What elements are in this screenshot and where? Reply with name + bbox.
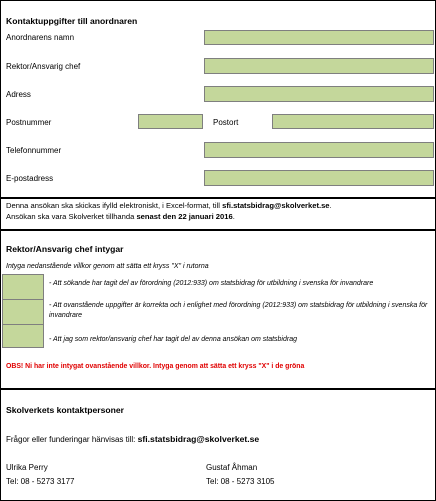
contacts-email: sfi.statsbidrag@skolverket.se bbox=[137, 434, 260, 444]
phone-input[interactable] bbox=[204, 142, 434, 158]
divider bbox=[1, 229, 436, 231]
contact-person-1-phone: Tel: 08 - 5273 3177 bbox=[6, 477, 75, 486]
address-input[interactable] bbox=[204, 86, 434, 102]
postnummer-label: Postnummer bbox=[6, 118, 52, 127]
certify-item-2: - Att ovanstående uppgifter är korrekta och i enlighet med förordning (2012:933) om statsbidrag för utbildning i svenska för invandrare bbox=[49, 302, 428, 319]
certify-checkbox-3[interactable] bbox=[2, 324, 44, 348]
submission-line-2 bbox=[6, 212, 235, 222]
certify-intro: Intyga nedanstående villkor genom att sätta ett kryss "X" i rutorna bbox=[6, 263, 209, 270]
contact-section-title: Kontaktuppgifter till anordnaren bbox=[6, 16, 138, 26]
organizer-name-label: Anordnarens namn bbox=[6, 33, 75, 42]
email-label: E-postadress bbox=[6, 174, 54, 183]
certify-item-3: - Att jag som rektor/ansvarig chef har tagit del av denna ansökan om statsbidrag bbox=[49, 336, 297, 343]
contacts-question-text: Frågor eller funderingar hänvisas till: bbox=[6, 435, 138, 444]
email-input[interactable] bbox=[204, 170, 434, 186]
postnummer-input[interactable] bbox=[138, 114, 203, 129]
address-label: Adress bbox=[6, 90, 31, 99]
organizer-name-input[interactable] bbox=[204, 30, 434, 45]
contact-person-1-name: Ulrika Perry bbox=[6, 463, 48, 472]
phone-label: Telefonnummer bbox=[6, 146, 62, 155]
contacts-section-title: Skolverkets kontaktpersoner bbox=[6, 405, 124, 415]
submission-line-1 bbox=[6, 201, 332, 211]
submission-line-2-text: Ansökan ska vara Skolverket tillhanda bbox=[6, 212, 137, 221]
submission-deadline: senast den 22 januari 2016 bbox=[136, 212, 233, 221]
contact-person-2-phone: Tel: 08 - 5273 3105 bbox=[206, 477, 275, 486]
certify-item-1: - Att sökande har tagit del av förordning (2012:933) om statsbidrag för utbildning i svenska för invandrare bbox=[49, 280, 374, 287]
certify-section-title: Rektor/Ansvarig chef intygar bbox=[6, 244, 124, 254]
rektor-label: Rektor/Ansvarig chef bbox=[6, 62, 81, 71]
divider bbox=[1, 197, 436, 199]
submission-line-1-suffix: . bbox=[329, 201, 332, 210]
rektor-input[interactable] bbox=[204, 58, 434, 74]
certify-warning: OBS! Ni har inte intygat ovanstående villkor. Intyga genom att sätta ett kryss "X" i de gröna bbox=[6, 363, 305, 370]
divider bbox=[1, 388, 436, 390]
certify-checkbox-1[interactable] bbox=[2, 274, 44, 300]
contact-person-2-name: Gustaf Åhman bbox=[206, 463, 258, 472]
postort-input[interactable] bbox=[272, 114, 434, 129]
submission-line-2-suffix: . bbox=[232, 212, 235, 221]
contacts-question bbox=[6, 434, 259, 444]
submission-line-1-text: Denna ansökan ska skickas ifylld elektroniskt, i Excel-format, till bbox=[6, 201, 223, 210]
certify-checkbox-2[interactable] bbox=[2, 299, 44, 325]
postort-label: Postort bbox=[213, 118, 239, 127]
submission-email: sfi.statsbidrag@skolverket.se bbox=[222, 201, 330, 210]
